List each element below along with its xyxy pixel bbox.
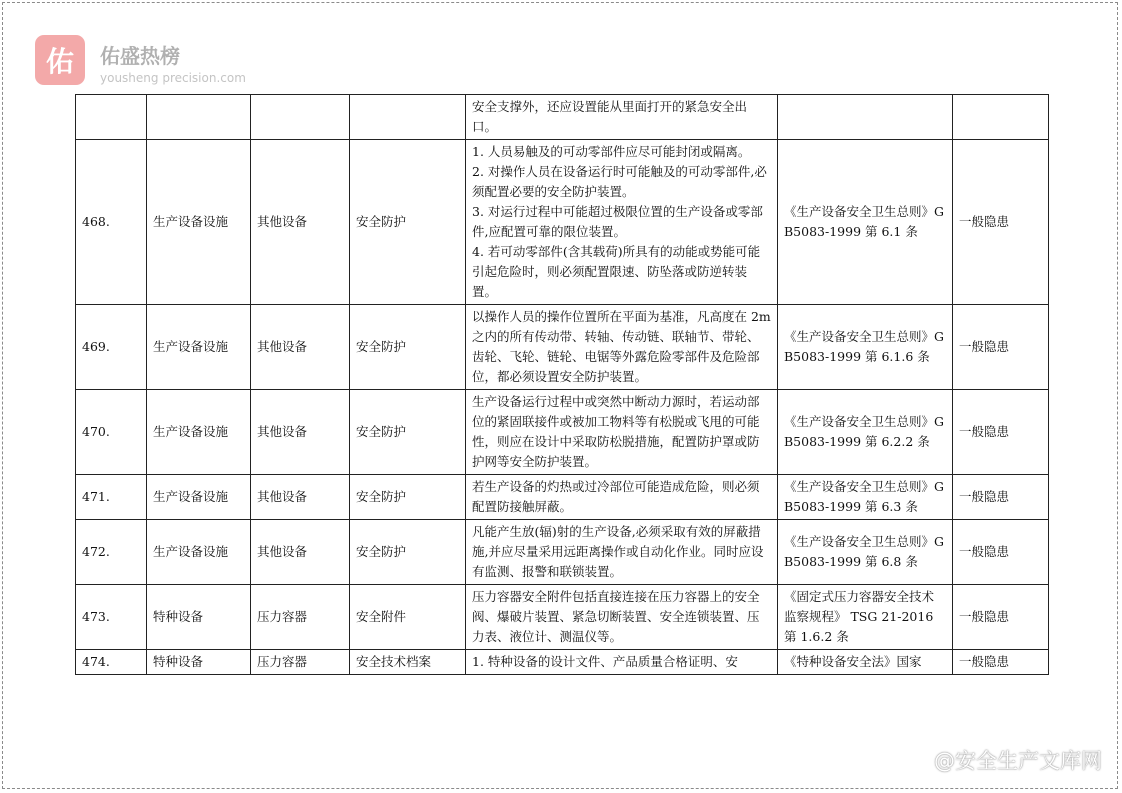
inspection-item: 压力容器安全附件包括直接连接在压力容器上的安全阀、爆破片装置、紧急切断装置、安全连锁装置、压力表、液位计、测温仪等。 <box>472 589 760 644</box>
inspection-content-cell <box>466 305 778 390</box>
basis-cell: 《生产设备安全卫生总则》GB5083-1999 第 6.8 条 <box>778 520 953 585</box>
table-row <box>76 140 1049 305</box>
row-number-cell: 473. <box>76 585 147 650</box>
subcategory-cell: 其他设备 <box>251 305 350 390</box>
category-cell <box>147 95 251 140</box>
basis-cell <box>778 95 953 140</box>
hazard-level-cell: 一般隐患 <box>953 585 1049 650</box>
watermark <box>934 745 1102 775</box>
table-row <box>76 390 1049 475</box>
row-number-cell: 470. <box>76 390 147 475</box>
hazard-type-cell <box>350 95 466 140</box>
hazard-type-cell: 安全防护 <box>350 520 466 585</box>
row-number-cell: 469. <box>76 305 147 390</box>
brand-url: yousheng precision.com <box>100 71 246 85</box>
inspection-item: 若生产设备的灼热或过冷部位可能造成危险，则必须配置防接触屏蔽。 <box>472 479 760 514</box>
category-cell: 生产设备设施 <box>147 390 251 475</box>
subcategory-cell <box>251 95 350 140</box>
inspection-item: 3. 对运行过程中可能超过极限位置的生产设备或零部件,应配置可靠的限位装置。 <box>472 204 763 239</box>
hazard-table <box>75 94 1049 675</box>
row-number-cell: 472. <box>76 520 147 585</box>
inspection-item: 凡能产生放(辐)射的生产设备,必须采取有效的屏蔽措施,并应尽量采用远距离操作或自动化作业。同时应设有监测、报警和联锁装置。 <box>472 524 764 579</box>
category-cell: 特种设备 <box>147 585 251 650</box>
subcategory-cell: 其他设备 <box>251 140 350 305</box>
hazard-level-cell: 一般隐患 <box>953 390 1049 475</box>
hazard-type-cell: 安全防护 <box>350 390 466 475</box>
basis-cell: 《固定式压力容器安全技术监察规程》 TSG 21-2016 第 1.6.2 条 <box>778 585 953 650</box>
inspection-item: 生产设备运行过程中或突然中断动力源时，若运动部位的紧固联接件或被加工物料等有松脱或飞甩的可能性，则应在设计中采取防松脱措施，配置防护罩或防护网等安全防护装置。 <box>472 394 760 469</box>
hazard-level-cell <box>953 95 1049 140</box>
hazard-type-cell: 安全附件 <box>350 585 466 650</box>
category-cell: 生产设备设施 <box>147 475 251 520</box>
hazard-level-cell: 一般隐患 <box>953 520 1049 585</box>
hazard-level-cell: 一般隐患 <box>953 140 1049 305</box>
category-cell: 特种设备 <box>147 650 251 675</box>
table-row <box>76 305 1049 390</box>
inspection-content-cell <box>466 95 778 140</box>
hazard-level-cell: 一般隐患 <box>953 475 1049 520</box>
inspection-item: 2. 对操作人员在设备运行时可能触及的可动零部件,必须配置必要的安全防护装置。 <box>472 164 767 199</box>
row-number-cell: 474. <box>76 650 147 675</box>
inspection-item: 1. 特种设备的设计文件、产品质量合格证明、安 <box>472 654 738 669</box>
inspection-content-cell <box>466 520 778 585</box>
table-row <box>76 585 1049 650</box>
basis-cell: 《生产设备安全卫生总则》GB5083-1999 第 6.2.2 条 <box>778 390 953 475</box>
inspection-content-cell <box>466 475 778 520</box>
basis-cell: 《生产设备安全卫生总则》GB5083-1999 第 6.1.6 条 <box>778 305 953 390</box>
table-row <box>76 520 1049 585</box>
subcategory-cell: 压力容器 <box>251 650 350 675</box>
watermark-text: @安全生产文库网 <box>934 749 1102 773</box>
inspection-item: 安全支撑外，还应设置能从里面打开的紧急安全出口。 <box>472 99 748 134</box>
basis-cell: 《生产设备安全卫生总则》GB5083-1999 第 6.1 条 <box>778 140 953 305</box>
inspection-item: 以操作人员的操作位置所在平面为基准，凡高度在 2m 之内的所有传动带、转轴、传动链、联轴节、带轮、齿轮、飞轮、链轮、电锯等外露危险零部件及危险部位，都必须设置安全防护装置。 <box>472 309 771 384</box>
subcategory-cell: 其他设备 <box>251 520 350 585</box>
inspection-item: 1. 人员易触及的可动零部件应尽可能封闭或隔离。 <box>472 144 751 159</box>
category-cell: 生产设备设施 <box>147 305 251 390</box>
category-cell: 生产设备设施 <box>147 520 251 585</box>
inspection-content-cell <box>466 650 778 675</box>
row-number-cell: 471. <box>76 475 147 520</box>
row-number-cell: 468. <box>76 140 147 305</box>
subcategory-cell: 其他设备 <box>251 475 350 520</box>
hazard-level-cell: 一般隐患 <box>953 305 1049 390</box>
hazard-type-cell: 安全防护 <box>350 140 466 305</box>
table-row <box>76 95 1049 140</box>
table-row <box>76 650 1049 675</box>
inspection-item: 4. 若可动零部件(含其载荷)所具有的动能或势能可能引起危险时，则必须配置限速、防坠落或防逆转装置。 <box>472 244 761 299</box>
brand-logo: 佑 <box>35 35 85 85</box>
subcategory-cell: 其他设备 <box>251 390 350 475</box>
table-row <box>76 475 1049 520</box>
row-number-cell <box>76 95 147 140</box>
category-cell: 生产设备设施 <box>147 140 251 305</box>
basis-cell: 《特种设备安全法》国家 <box>778 650 953 675</box>
basis-cell: 《生产设备安全卫生总则》GB5083-1999 第 6.3 条 <box>778 475 953 520</box>
hazard-type-cell: 安全防护 <box>350 475 466 520</box>
inspection-content-cell <box>466 390 778 475</box>
subcategory-cell: 压力容器 <box>251 585 350 650</box>
hazard-type-cell: 安全防护 <box>350 305 466 390</box>
hazard-level-cell: 一般隐患 <box>953 650 1049 675</box>
hazard-type-cell: 安全技术档案 <box>350 650 466 675</box>
inspection-content-cell <box>466 585 778 650</box>
inspection-content-cell <box>466 140 778 305</box>
brand-name: 佑盛热榜 <box>100 44 180 68</box>
